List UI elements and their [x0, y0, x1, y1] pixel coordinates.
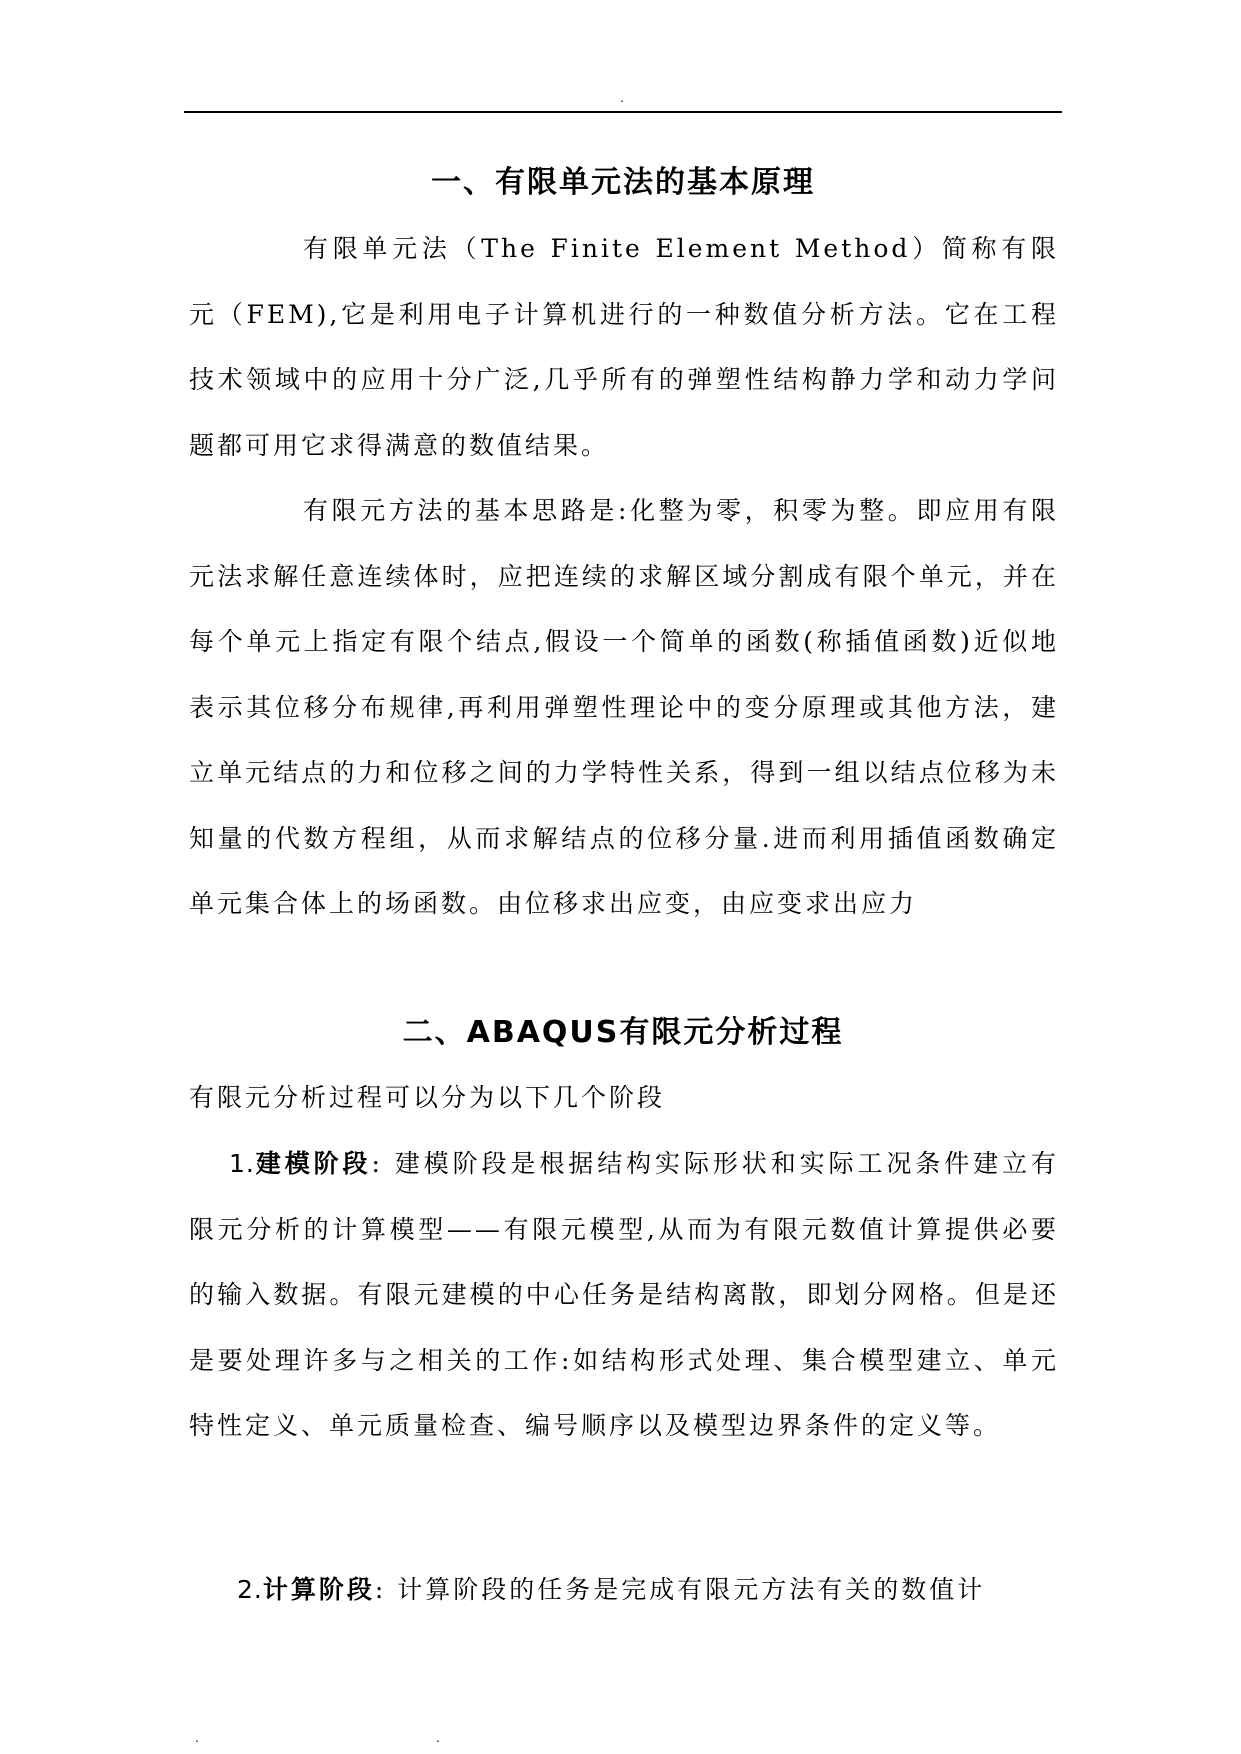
stage-2-heading: 计算阶段 — [262, 1575, 375, 1604]
stage-1-paragraph — [189, 1131, 1059, 1459]
stage-1-heading: 建模阶段 — [254, 1149, 372, 1178]
stage-2-paragraph — [189, 1557, 1059, 1623]
section-1-paragraph-1: 有限单元法（The Finite Element Method）简称有限元（FEM),它是利用电子计算机进行的一种数值分析方法。它在工程技术领域中的应用十分广泛,几乎所有的弹塑性结构静力学和动力学问题都可用它求得满意的数值结果。 — [189, 234, 1059, 460]
header-rule — [184, 111, 1062, 113]
section-1-title: 一、有限单元法的基本原理 — [431, 165, 815, 200]
stage-2-number: 2. — [237, 1575, 263, 1604]
header-mark: . — [620, 91, 624, 105]
stage-1-text: : 建模阶段是根据结构实际形状和实际工况条件建立有限元分析的计算模型——有限元模型,从而为有限元数值计算提供必要的输入数据。有限元建模的中心任务是结构离散，即划分网格。但是还是要处理许多与之相关的工作:如结构形式处理、集合模型建立、单元特性定义、单元质量检查、编号顺序以及模型边界条件的定义等。 — [189, 1149, 1059, 1440]
footer-mark-right: . — [436, 1731, 440, 1745]
stage-2-text: : 计算阶段的任务是完成有限元方法有关的数值计 — [374, 1575, 986, 1604]
section-2-intro: 有限元分析过程可以分为以下几个阶段 — [189, 1083, 666, 1112]
stage-1-number: 1. — [229, 1149, 255, 1178]
footer-mark-left: . — [195, 1731, 199, 1745]
section-1-paragraph-2: 有限元方法的基本思路是:化整为零，积零为整。即应用有限元法求解任意连续体时，应把连续的求解区域分割成有限个单元，并在每个单元上指定有限个结点,假设一个简单的函数(称插值函数)近似地表示其位移分布规律,再利用弹塑性理论中的变分原理或其他方法，建立单元结点的力和位移之间的力学特性关系，得到一组以结点位移为未知量的代数方程组，从而求解结点的位移分量.进而利用插值函数确定单元集合体上的场函数。由位移求出应变，由应变求出应力 — [189, 496, 1059, 918]
section-2-title: 二、ABAQUS有限元分析过程 — [402, 1015, 844, 1050]
